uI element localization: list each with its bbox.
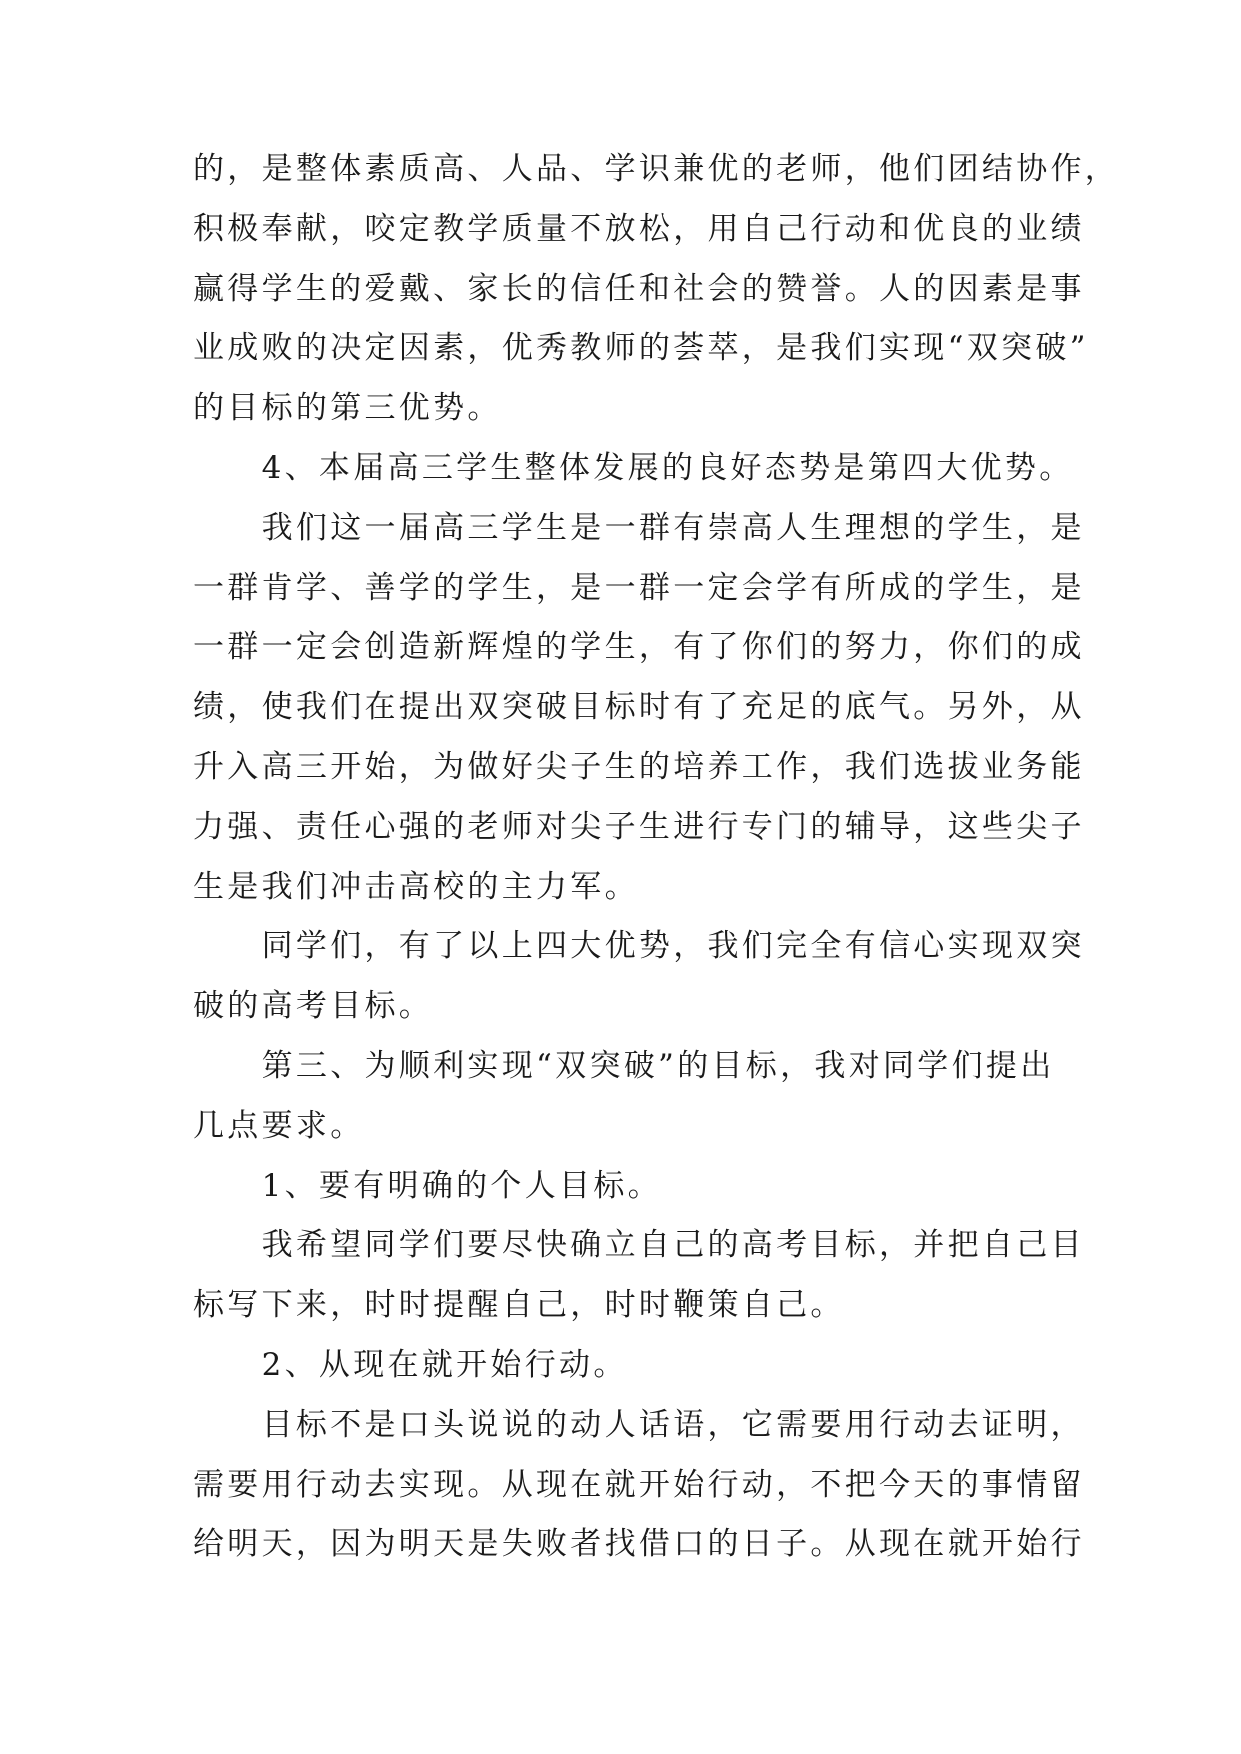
text-line: 2、从现在就开始行动。 xyxy=(193,1346,628,1383)
text-line: 给明天，因为明天是失败者找借口的日子。从现在就开始行 xyxy=(193,1526,1085,1563)
text-line: 4、本届高三学生整体发展的良好态势是第四大优势。 xyxy=(193,449,1074,486)
text-line: 业成败的决定因素，优秀教师的荟萃，是我们实现“双突破” xyxy=(193,330,1089,367)
text-line: 一群肯学、善学的学生，是一群一定会学有所成的学生，是 xyxy=(193,569,1085,606)
text-line: 升入高三开始，为做好尖子生的培养工作，我们选拔业务能 xyxy=(193,748,1085,785)
text-line: 需要用行动去实现。从现在就开始行动，不把今天的事情留 xyxy=(193,1466,1085,1503)
text-line: 标写下来，时时提醒自己，时时鞭策自己。 xyxy=(193,1287,845,1324)
text-line: 我希望同学们要尽快确立自己的高考目标，并把自己目 xyxy=(193,1227,1085,1264)
text-line: 几点要求。 xyxy=(193,1107,365,1144)
text-line: 破的高考目标。 xyxy=(193,988,434,1025)
text-line: 1、要有明确的个人目标。 xyxy=(193,1167,662,1204)
text-line: 的，是整体素质高、人品、学识兼优的老师，他们团结协作， xyxy=(193,151,1120,187)
text-line: 积极奉献，咬定教学质量不放松，用自己行动和优良的业绩 xyxy=(193,210,1085,247)
text-line: 一群一定会创造新辉煌的学生，有了你们的努力，你们的成 xyxy=(193,629,1085,666)
document-body xyxy=(193,140,1120,1575)
text-line: 我们这一届高三学生是一群有崇高人生理想的学生，是 xyxy=(193,509,1085,546)
text-line: 绩，使我们在提出双突破目标时有了充足的底气。另外，从 xyxy=(193,689,1085,726)
text-line: 生是我们冲击高校的主力军。 xyxy=(193,868,639,905)
text-line: 的目标的第三优势。 xyxy=(193,390,502,427)
text-line: 目标不是口头说说的动人话语，它需要用行动去证明， xyxy=(193,1406,1085,1443)
text-line: 赢得学生的爱戴、家长的信任和社会的赞誉。人的因素是事 xyxy=(193,270,1085,307)
text-line: 第三、为顺利实现“双突破”的目标，我对同学们提出 xyxy=(193,1047,1055,1084)
text-line: 同学们，有了以上四大优势，我们完全有信心实现双突 xyxy=(193,928,1085,965)
text-line: 力强、责任心强的老师对尖子生进行专门的辅导，这些尖子 xyxy=(193,808,1085,845)
